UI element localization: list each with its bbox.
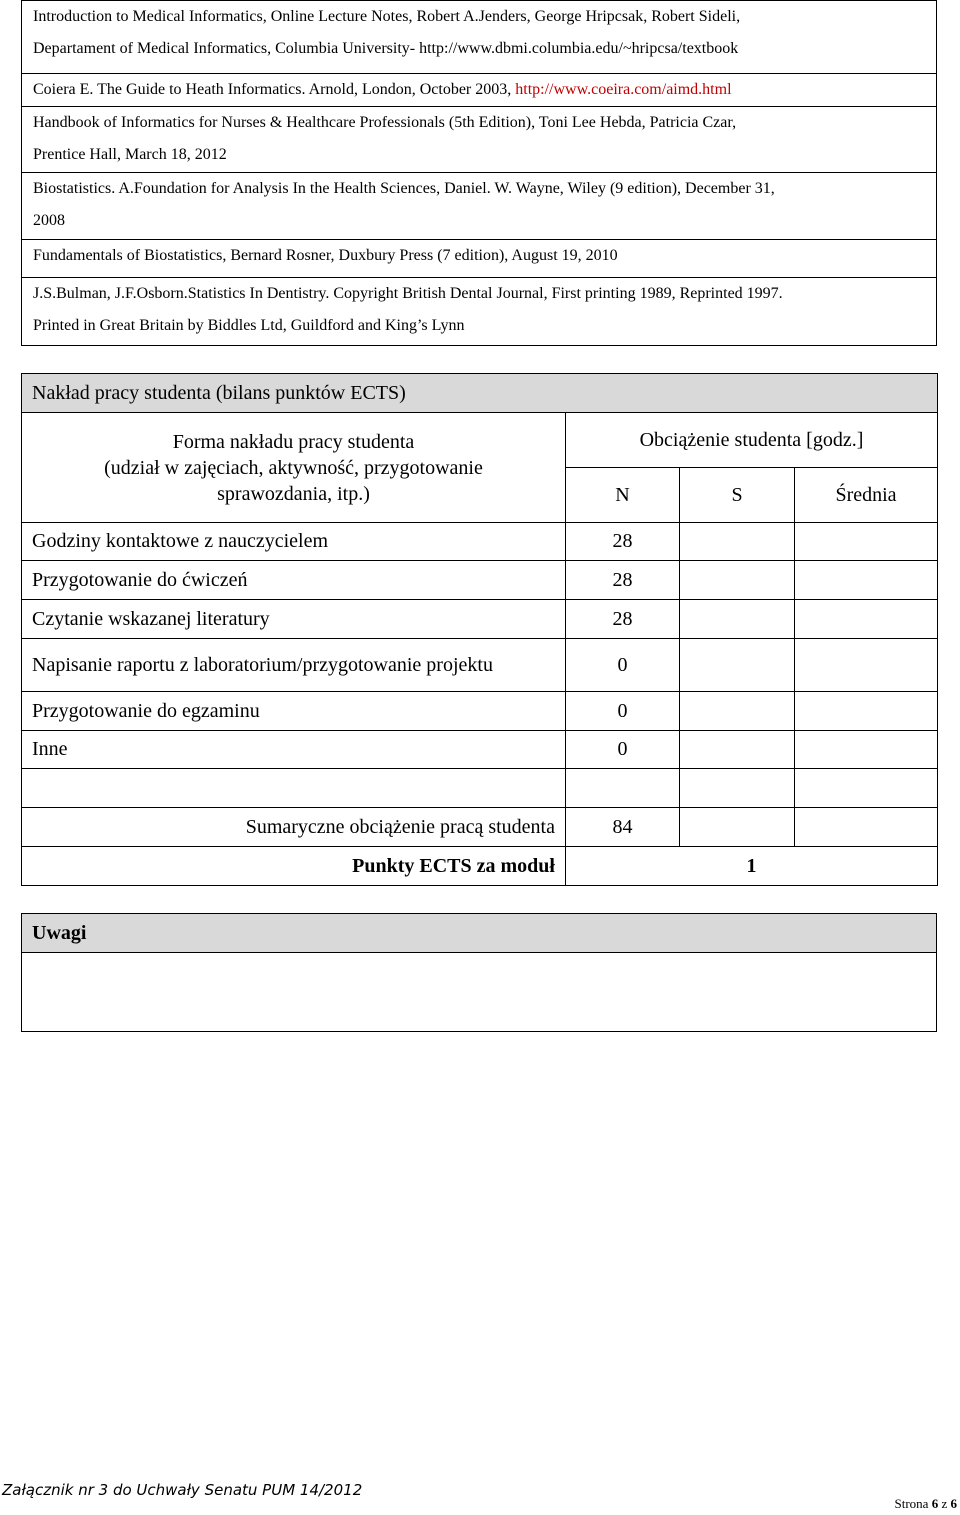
- page-number: Strona 6 z 6: [894, 1496, 957, 1511]
- table-row: Godziny kontaktowe z nauczycielem 28: [22, 523, 938, 561]
- reference-item: Coiera E. The Guide to Heath Informatics. Arnold, London, October 2003, http://www.coeira.com/aimd.html: [22, 74, 937, 107]
- notes-title: Uwagi: [22, 914, 937, 953]
- table-row: Inne 0: [22, 731, 938, 769]
- ects-workload-table: [21, 373, 938, 886]
- points-row: [22, 847, 938, 886]
- summary-label: Sumaryczne obciążenie pracą studenta: [22, 808, 566, 847]
- column-n: N: [566, 468, 680, 523]
- reference-item: Introduction to Medical Informatics, Online Lecture Notes, Robert A.Jenders, George Hripcsak, Robert Sideli, Departament of Medical Informatics, Columbia University- http://www.dbmi.columbia.edu/~hripcsa/textbook: [22, 1, 937, 74]
- summary-row: [22, 808, 938, 847]
- reference-item: Handbook of Informatics for Nurses & Healthcare Professionals (5th Edition), Toni Lee Hebda, Patricia Czar, Prentice Hall, March 18, 2012: [22, 107, 937, 173]
- notes-content: [22, 953, 937, 1032]
- column-average: Średnia: [795, 468, 938, 523]
- points-value: 1: [566, 847, 938, 886]
- table-row-empty: [22, 769, 938, 808]
- references-table: [21, 0, 937, 346]
- table-row: Czytanie wskazanej literatury 28: [22, 600, 938, 639]
- ects-title: Nakład pracy studenta (bilans punktów ECTS): [22, 374, 938, 413]
- table-row: Napisanie raportu z laboratorium/przygotowanie projektu 0: [22, 639, 938, 692]
- table-row: Przygotowanie do egzaminu 0: [22, 692, 938, 731]
- notes-table: [21, 913, 937, 1032]
- table-row: Przygotowanie do ćwiczeń 28: [22, 561, 938, 600]
- load-header: Obciążenie studenta [godz.]: [566, 413, 938, 468]
- reference-link[interactable]: http://www.coeira.com/aimd.html: [515, 81, 732, 98]
- footer-attachment: Załącznik nr 3 do Uchwały Senatu PUM 14/2012: [2, 1481, 363, 1499]
- reference-item: Fundamentals of Biostatistics, Bernard Rosner, Duxbury Press (7 edition), August 19, 2010: [22, 240, 937, 278]
- summary-value: 84: [566, 808, 680, 847]
- column-s: S: [680, 468, 795, 523]
- reference-item: J.S.Bulman, J.F.Osborn.Statistics In Dentistry. Copyright British Dental Journal, First printing 1989, Reprinted 1997. Printed in Great Britain by Biddles Ltd, Guildford and King’s Lynn: [22, 278, 937, 346]
- form-header: Forma nakładu pracy studenta (udział w zajęciach, aktywność, przygotowanie sprawozdania, itp.): [22, 413, 566, 523]
- points-label: Punkty ECTS za moduł: [22, 847, 566, 886]
- reference-item: Biostatistics. A.Foundation for Analysis In the Health Sciences, Daniel. W. Wayne, Wiley (9 edition), December 31, 2008: [22, 173, 937, 240]
